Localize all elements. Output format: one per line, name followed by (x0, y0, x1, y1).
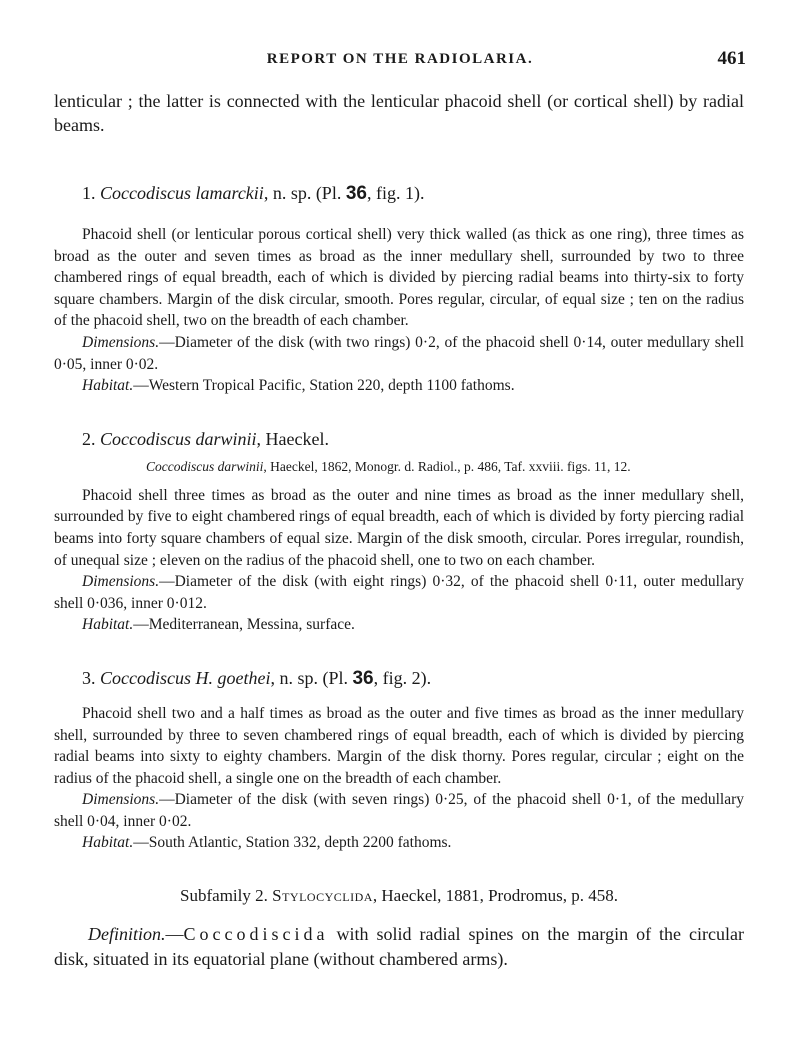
subfamily-prefix: Subfamily 2. (180, 886, 273, 906)
running-title: REPORT ON THE RADIOLARIA. (266, 51, 534, 67)
dimensions-text: —Diameter of the disk (with eight rings) 0·32, of the phacoid shell 0·11, outer medullary shell 0·036, inner 0·012. (54, 573, 744, 612)
definition-term: Coccodiscida (183, 924, 329, 945)
running-header (0, 48, 800, 74)
species-authority: , n. sp. (Pl. (270, 667, 353, 688)
dimensions-paragraph (54, 332, 744, 375)
species-genus: Coccodiscus (100, 428, 191, 449)
habitat-text: —Western Tropical Pacific, Station 220, depth 1100 fathoms. (133, 377, 515, 395)
habitat-paragraph (54, 375, 744, 397)
species-number: 1. (82, 183, 96, 203)
species-description: Phacoid shell two and a half times as broad as the outer and five times as broad as the inner medullary shell, surrounded by three to seven chambered rings of equal breadth, each of which is divided by piercing radial beams into sixty to eighty chambers. Margin of the disk thorny. Pores regular, circular ; eight on the radius of the phacoid shell, a single one on the breadth of each chamber. (54, 704, 744, 787)
dimensions-paragraph (54, 789, 744, 832)
lead-paragraph: lenticular ; the latter is connected with the lenticular phacoid shell (or cortical shell) by radial beams. (54, 91, 744, 135)
species-number: 3. (82, 667, 96, 688)
species-heading (54, 427, 744, 451)
species-authority: , n. sp. (Pl. (263, 183, 346, 203)
dimensions-label: Dimensions. (82, 791, 160, 809)
definition-label: Definition. (88, 924, 166, 945)
habitat-label: Habitat. (82, 377, 134, 395)
habitat-paragraph (54, 614, 744, 636)
species-authority: , Haeckel. (256, 428, 329, 449)
dimensions-paragraph (54, 571, 744, 614)
definition-text: with solid radial spines on the margin of the circular disk, situated in its equatorial plane (without chambered arms). (54, 924, 744, 970)
species-description: Phacoid shell three times as broad as the outer and nine times as broad as the inner medullary shell, surrounded by five to eight chambered rings of equal breadth, each of which is divided by forty piercing radial beams into forty square chambers of equal size. Margin of the disk smooth, circular. Pores irregular, roundish, of unequal size ; eleven on the radius of the phacoid shell, one to two on each chamber. (54, 486, 744, 569)
dimensions-label: Dimensions. (82, 573, 160, 591)
species-heading (54, 666, 744, 691)
species-epithet: lamarckii (195, 183, 264, 203)
page-number: 461 (717, 48, 746, 69)
subfamily-citation: , Haeckel, 1881, Prodromus, p. 458. (372, 886, 618, 906)
definition-paragraph (54, 922, 744, 972)
synonymy-citation: , Haeckel, 1862, Monogr. d. Radiol., p. 486, Taf. xxviii. figs. 11, 12. (263, 458, 631, 474)
species-description: Phacoid shell (or lenticular porous cortical shell) very thick walled (as thick as one ring), three times as broad as the outer and seven times as broad as the inner medullary shell, surrounded by two to three chambered rings of equal breadth, each of which is divided by piercing radial beams into thirty-six to forty square chambers. Margin of the disk circular, smooth. Pores regular, circular, of equal size ; ten on the radius of the phacoid shell, two on the breadth of each chamber. (54, 226, 744, 330)
definition-dash: — (165, 924, 184, 945)
habitat-label: Habitat. (82, 834, 134, 852)
habitat-text: —Mediterranean, Messina, surface. (133, 616, 355, 634)
dimensions-text: —Diameter of the disk (with seven rings) 0·25, of the phacoid shell 0·1, of the medullary shell 0·04, inner 0·02. (54, 791, 744, 830)
dimensions-text: —Diameter of the disk (with two rings) 0·2, of the phacoid shell 0·14, outer medullary shell 0·05, inner 0·02. (54, 333, 744, 373)
plate-number: 36 (345, 183, 367, 204)
habitat-label: Habitat. (82, 616, 134, 634)
synonymy-line (54, 457, 744, 477)
page-body (54, 89, 744, 972)
dimensions-label: Dimensions. (82, 333, 160, 351)
subfamily-name: Stylocyclida (272, 886, 373, 906)
species-genus: Coccodiscus (100, 183, 191, 203)
figure-reference: , fig. 1). (366, 183, 425, 203)
habitat-paragraph (54, 832, 744, 854)
figure-reference: , fig. 2). (373, 667, 432, 688)
species-genus: Coccodiscus H. (100, 667, 213, 688)
synonymy-name: Coccodiscus darwinii (146, 458, 264, 474)
plate-number: 36 (352, 667, 374, 689)
subfamily-heading (54, 884, 744, 908)
species-epithet: darwinii (195, 428, 257, 449)
species-epithet: goethei (217, 667, 271, 688)
species-number: 2. (82, 428, 96, 449)
habitat-text: —South Atlantic, Station 332, depth 2200 fathoms. (133, 834, 452, 852)
species-heading (54, 181, 744, 206)
